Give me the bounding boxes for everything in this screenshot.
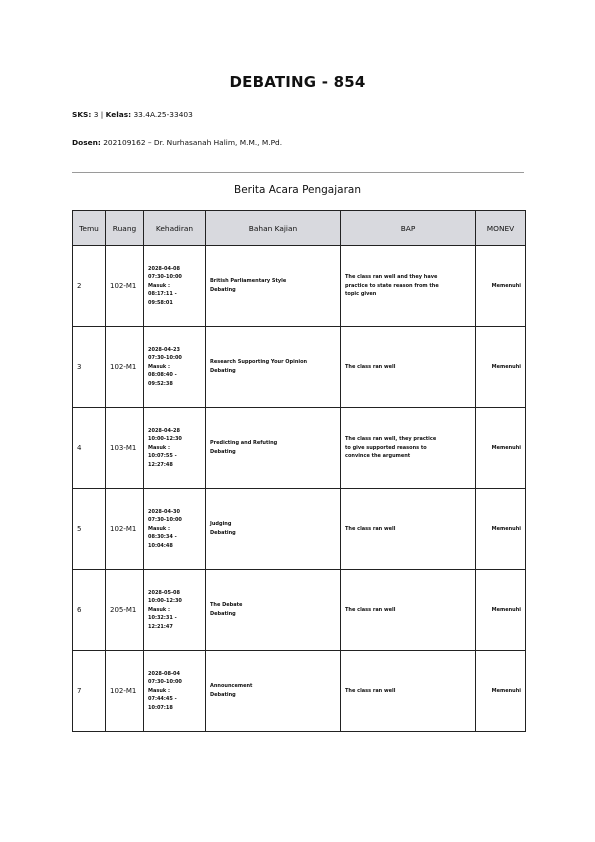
table-row — [73, 651, 526, 732]
bahan-kajian-line: Announcement — [210, 683, 253, 689]
kehadiran-line: 07:30-10:00 — [148, 679, 182, 686]
cell-bap — [341, 651, 476, 732]
table-header-row — [73, 211, 526, 246]
sks-label: SKS: — [72, 110, 92, 119]
bahan-kajian-line: Research Supporting Your Opinion — [210, 359, 308, 365]
bahan-kajian-line: Predicting and Refuting — [210, 440, 278, 446]
cell-temu: 7 — [73, 651, 106, 732]
kehadiran-line: 2028-04-28 — [148, 427, 180, 434]
bap-line: The class ran well and they have — [345, 274, 438, 281]
kehadiran-line: 10:07:55 - — [148, 453, 177, 460]
cell-bap — [341, 570, 476, 651]
table-body — [73, 246, 526, 732]
kehadiran-line: 07:30-10:00 — [148, 517, 182, 524]
cell-temu: 2 — [73, 246, 106, 327]
kehadiran-line: 08:08:40 - — [148, 372, 177, 379]
dosen-label: Dosen: — [72, 138, 101, 147]
bahan-kajian-line: Debating — [210, 287, 236, 293]
bahan-kajian-line: Debating — [210, 530, 236, 536]
bap-line: The class ran well, they practice — [345, 436, 437, 443]
horizontal-divider — [72, 172, 524, 173]
kehadiran-line: 07:44:45 - — [148, 696, 177, 703]
table-row — [73, 408, 526, 489]
meta-separator: | — [100, 110, 104, 119]
cell-ruang: 102-M1 — [106, 327, 144, 408]
cell-kehadiran — [144, 246, 206, 327]
cell-bahan-kajian — [206, 408, 341, 489]
dosen-value: 202109162 – Dr. Nurhasanah Halim, M.M., M.Pd. — [103, 138, 283, 147]
kehadiran-line: 12:21:47 — [148, 623, 173, 630]
table-row — [73, 489, 526, 570]
course-meta-dosen — [72, 138, 282, 147]
cell-bap — [341, 489, 476, 570]
section-title: Berita Acara Pengajaran — [233, 184, 361, 196]
kelas-label: Kelas: — [105, 110, 132, 119]
cell-bahan-kajian — [206, 489, 341, 570]
kehadiran-line: Masuk : — [148, 687, 170, 694]
kehadiran-line: 12:27:48 — [148, 461, 173, 468]
cell-bahan-kajian — [206, 651, 341, 732]
kehadiran-line: 2028-04-30 — [148, 508, 180, 515]
kehadiran-line: 08:30:34 - — [148, 534, 177, 541]
cell-bahan-kajian — [206, 246, 341, 327]
bap-line: convince the argument — [345, 453, 411, 460]
bahan-kajian-line: Debating — [210, 692, 236, 698]
bahan-kajian-line: Debating — [210, 449, 236, 455]
kehadiran-line: 10:07:18 — [148, 704, 173, 711]
kehadiran-line: 2028-08-04 — [148, 670, 180, 677]
header-monev: MONEV — [476, 211, 526, 246]
kehadiran-line: Masuk : — [148, 525, 170, 532]
table-row — [73, 246, 526, 327]
bap-line: The class ran well — [345, 363, 396, 370]
bahan-kajian-line: British Parliamentary Style — [210, 278, 287, 284]
kehadiran-line: 10:00-12:30 — [148, 436, 182, 443]
bap-line: The class ran well — [345, 525, 396, 532]
cell-monev: Memenuhi — [476, 489, 526, 570]
header-kehadiran: Kehadiran — [144, 211, 206, 246]
kehadiran-line: 09:58:01 — [148, 299, 173, 306]
kehadiran-line: 2028-04-08 — [148, 265, 180, 272]
kehadiran-line: 09:52:38 — [148, 380, 173, 387]
sks-value: 3 — [93, 110, 99, 119]
table-row — [73, 327, 526, 408]
kehadiran-line: 08:17:11 - — [148, 291, 177, 298]
bahan-kajian-line: Debating — [210, 368, 236, 374]
cell-kehadiran — [144, 570, 206, 651]
bap-line: The class ran well — [345, 687, 396, 694]
bap-line: topic given — [345, 291, 377, 298]
cell-bap — [341, 408, 476, 489]
cell-monev: Memenuhi — [476, 570, 526, 651]
bahan-kajian-line: Judging — [210, 521, 232, 527]
bap-line: to give supported reasons to — [345, 444, 427, 451]
kehadiran-line: 2028-05-08 — [148, 589, 180, 596]
cell-kehadiran — [144, 408, 206, 489]
header-bap: BAP — [341, 211, 476, 246]
bap-line: practice to state reason from the — [345, 282, 439, 289]
cell-kehadiran — [144, 489, 206, 570]
kehadiran-line: 07:30-10:00 — [148, 274, 182, 281]
cell-ruang: 102-M1 — [106, 651, 144, 732]
header-temu: Temu — [73, 211, 106, 246]
course-title: DEBATING - 854 — [229, 73, 366, 91]
cell-bap — [341, 246, 476, 327]
cell-temu: 4 — [73, 408, 106, 489]
bahan-kajian-line: Debating — [210, 611, 236, 617]
kehadiran-line: Masuk : — [148, 282, 170, 289]
bahan-kajian-line: The Debate — [210, 602, 243, 608]
cell-monev: Memenuhi — [476, 327, 526, 408]
header-ruang: Ruang — [106, 211, 144, 246]
kehadiran-line: 10:32:31 - — [148, 615, 177, 622]
course-meta-sks-kelas — [72, 110, 193, 119]
cell-kehadiran — [144, 327, 206, 408]
cell-monev: Memenuhi — [476, 246, 526, 327]
bap-line: The class ran well — [345, 606, 396, 613]
bap-table — [72, 210, 526, 732]
table-row — [73, 570, 526, 651]
kehadiran-line: Masuk : — [148, 363, 170, 370]
cell-temu: 5 — [73, 489, 106, 570]
kehadiran-line: 07:30-10:00 — [148, 355, 182, 362]
cell-monev: Memenuhi — [476, 408, 526, 489]
kehadiran-line: Masuk : — [148, 444, 170, 451]
cell-temu: 6 — [73, 570, 106, 651]
cell-bap — [341, 327, 476, 408]
cell-ruang: 103-M1 — [106, 408, 144, 489]
header-bahan-kajian: Bahan Kajian — [206, 211, 341, 246]
kehadiran-line: Masuk : — [148, 606, 170, 613]
kehadiran-line: 10:04:48 — [148, 542, 173, 549]
kehadiran-line: 10:00-12:30 — [148, 598, 182, 605]
kehadiran-line: 2028-04-23 — [148, 346, 180, 353]
cell-monev: Memenuhi — [476, 651, 526, 732]
cell-bahan-kajian — [206, 570, 341, 651]
cell-ruang: 205-M1 — [106, 570, 144, 651]
cell-kehadiran — [144, 651, 206, 732]
cell-ruang: 102-M1 — [106, 246, 144, 327]
kelas-value: 33.4A.25-33403 — [133, 110, 193, 119]
cell-bahan-kajian — [206, 327, 341, 408]
cell-temu: 3 — [73, 327, 106, 408]
cell-ruang: 102-M1 — [106, 489, 144, 570]
